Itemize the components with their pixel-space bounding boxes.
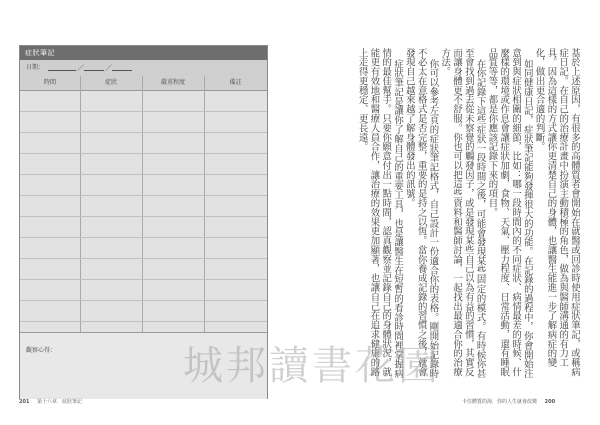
column-header-symptom: 症狀	[104, 79, 117, 86]
paragraph: 在你記錄下這些症狀一段時間之後，可能會發現某些固定的模式。有時候你甚至會找到過去從未察覺的觸發因子，或是發現某些自己以為有益的習慣，其實反而讓身體更不舒服。你也可以把這些資料和醫師討論，一起找出最適合你的治療方法。	[439, 48, 486, 379]
row-divider	[20, 279, 267, 280]
date-separator: ／	[105, 64, 112, 72]
date-label: 日期：	[26, 64, 45, 71]
running-footer-right: 卡住體質的海．你的人生就會改變	[462, 399, 538, 405]
symptom-table	[20, 76, 267, 332]
column-divider	[80, 76, 81, 332]
paragraph: 你可以參考左頁的症狀筆記格式，自己設計一份適合你的表格。剛開始記錄時不必太在意格式是否完整，重要的是持之以恆。當你養成記錄的習慣之後，就會發現自己越來越了解身體發出的訊號。	[403, 48, 439, 379]
paragraph: 基於上述原因，有很多的高體質者會開始在就醫或回診時使用症狀筆記，或稱病症日記。在自己的治療計畫中扮演主動積極的角色，做為與醫師溝通的有力工具。因為這樣的方式讓你更清楚自己的身體，也讓醫生能進一步了解病症的變化，做出更合適的判斷。	[533, 48, 580, 377]
page-number-left: 201	[19, 399, 30, 405]
column-divider	[204, 76, 205, 332]
form-title-bar	[20, 46, 267, 60]
date-day-blank	[112, 70, 132, 71]
column-header-notes: 備註	[229, 79, 242, 86]
running-footer-left: 第十六章．症狀筆記	[37, 399, 83, 405]
row-divider	[20, 216, 267, 217]
row-divider	[20, 300, 267, 301]
row-divider	[20, 111, 267, 112]
footer-right	[462, 398, 555, 405]
form-title: 症狀筆記	[25, 49, 55, 57]
date-separator: ／	[77, 64, 84, 72]
page-number-right: 200	[544, 399, 556, 405]
date-year-blank	[48, 70, 76, 71]
row-divider	[20, 237, 267, 238]
observation-notes-label: 觀察心得：	[26, 347, 57, 354]
row-divider	[20, 195, 267, 196]
footer-left	[19, 398, 82, 405]
body-text-vertical	[314, 48, 580, 380]
column-header-time: 時間	[43, 79, 56, 86]
column-header-severity: 嚴重程度	[160, 79, 185, 86]
watermark-logo: 城邦讀書花園	[183, 343, 441, 389]
column-divider	[142, 76, 143, 332]
table-header	[20, 76, 267, 91]
row-divider	[20, 174, 267, 175]
row-divider	[20, 258, 267, 259]
row-divider	[20, 153, 267, 154]
date-row	[20, 60, 267, 76]
paragraph: 如同健康日記，症狀筆記能夠發揮很大的功能。在記錄的過程中，你會開始注意到與症狀相關的細節，比如：哪一段時間內的不同症狀、病情最差的時候、什麼樣的環境或作息會讓症狀加劇，食物、天氣、壓力程度、日常活動，還有睡眠品質等等，都是你應該記錄下來的項目。	[486, 48, 533, 379]
date-month-blank	[84, 70, 104, 71]
paragraph: 症狀筆記是讓你了解自己的重要工具，也是讓醫生在短暫的看診時間裡掌握病情的最佳幫手。只要你願意付出一點時間，認真觀察並記錄自己的身體狀況，就能更有效地和醫療人員合作，讓治療的效果更加顯著，也讓自己在追求健康的路上走得更穩定、更長遠。	[356, 48, 404, 379]
row-divider	[20, 132, 267, 133]
row-divider	[20, 321, 267, 322]
